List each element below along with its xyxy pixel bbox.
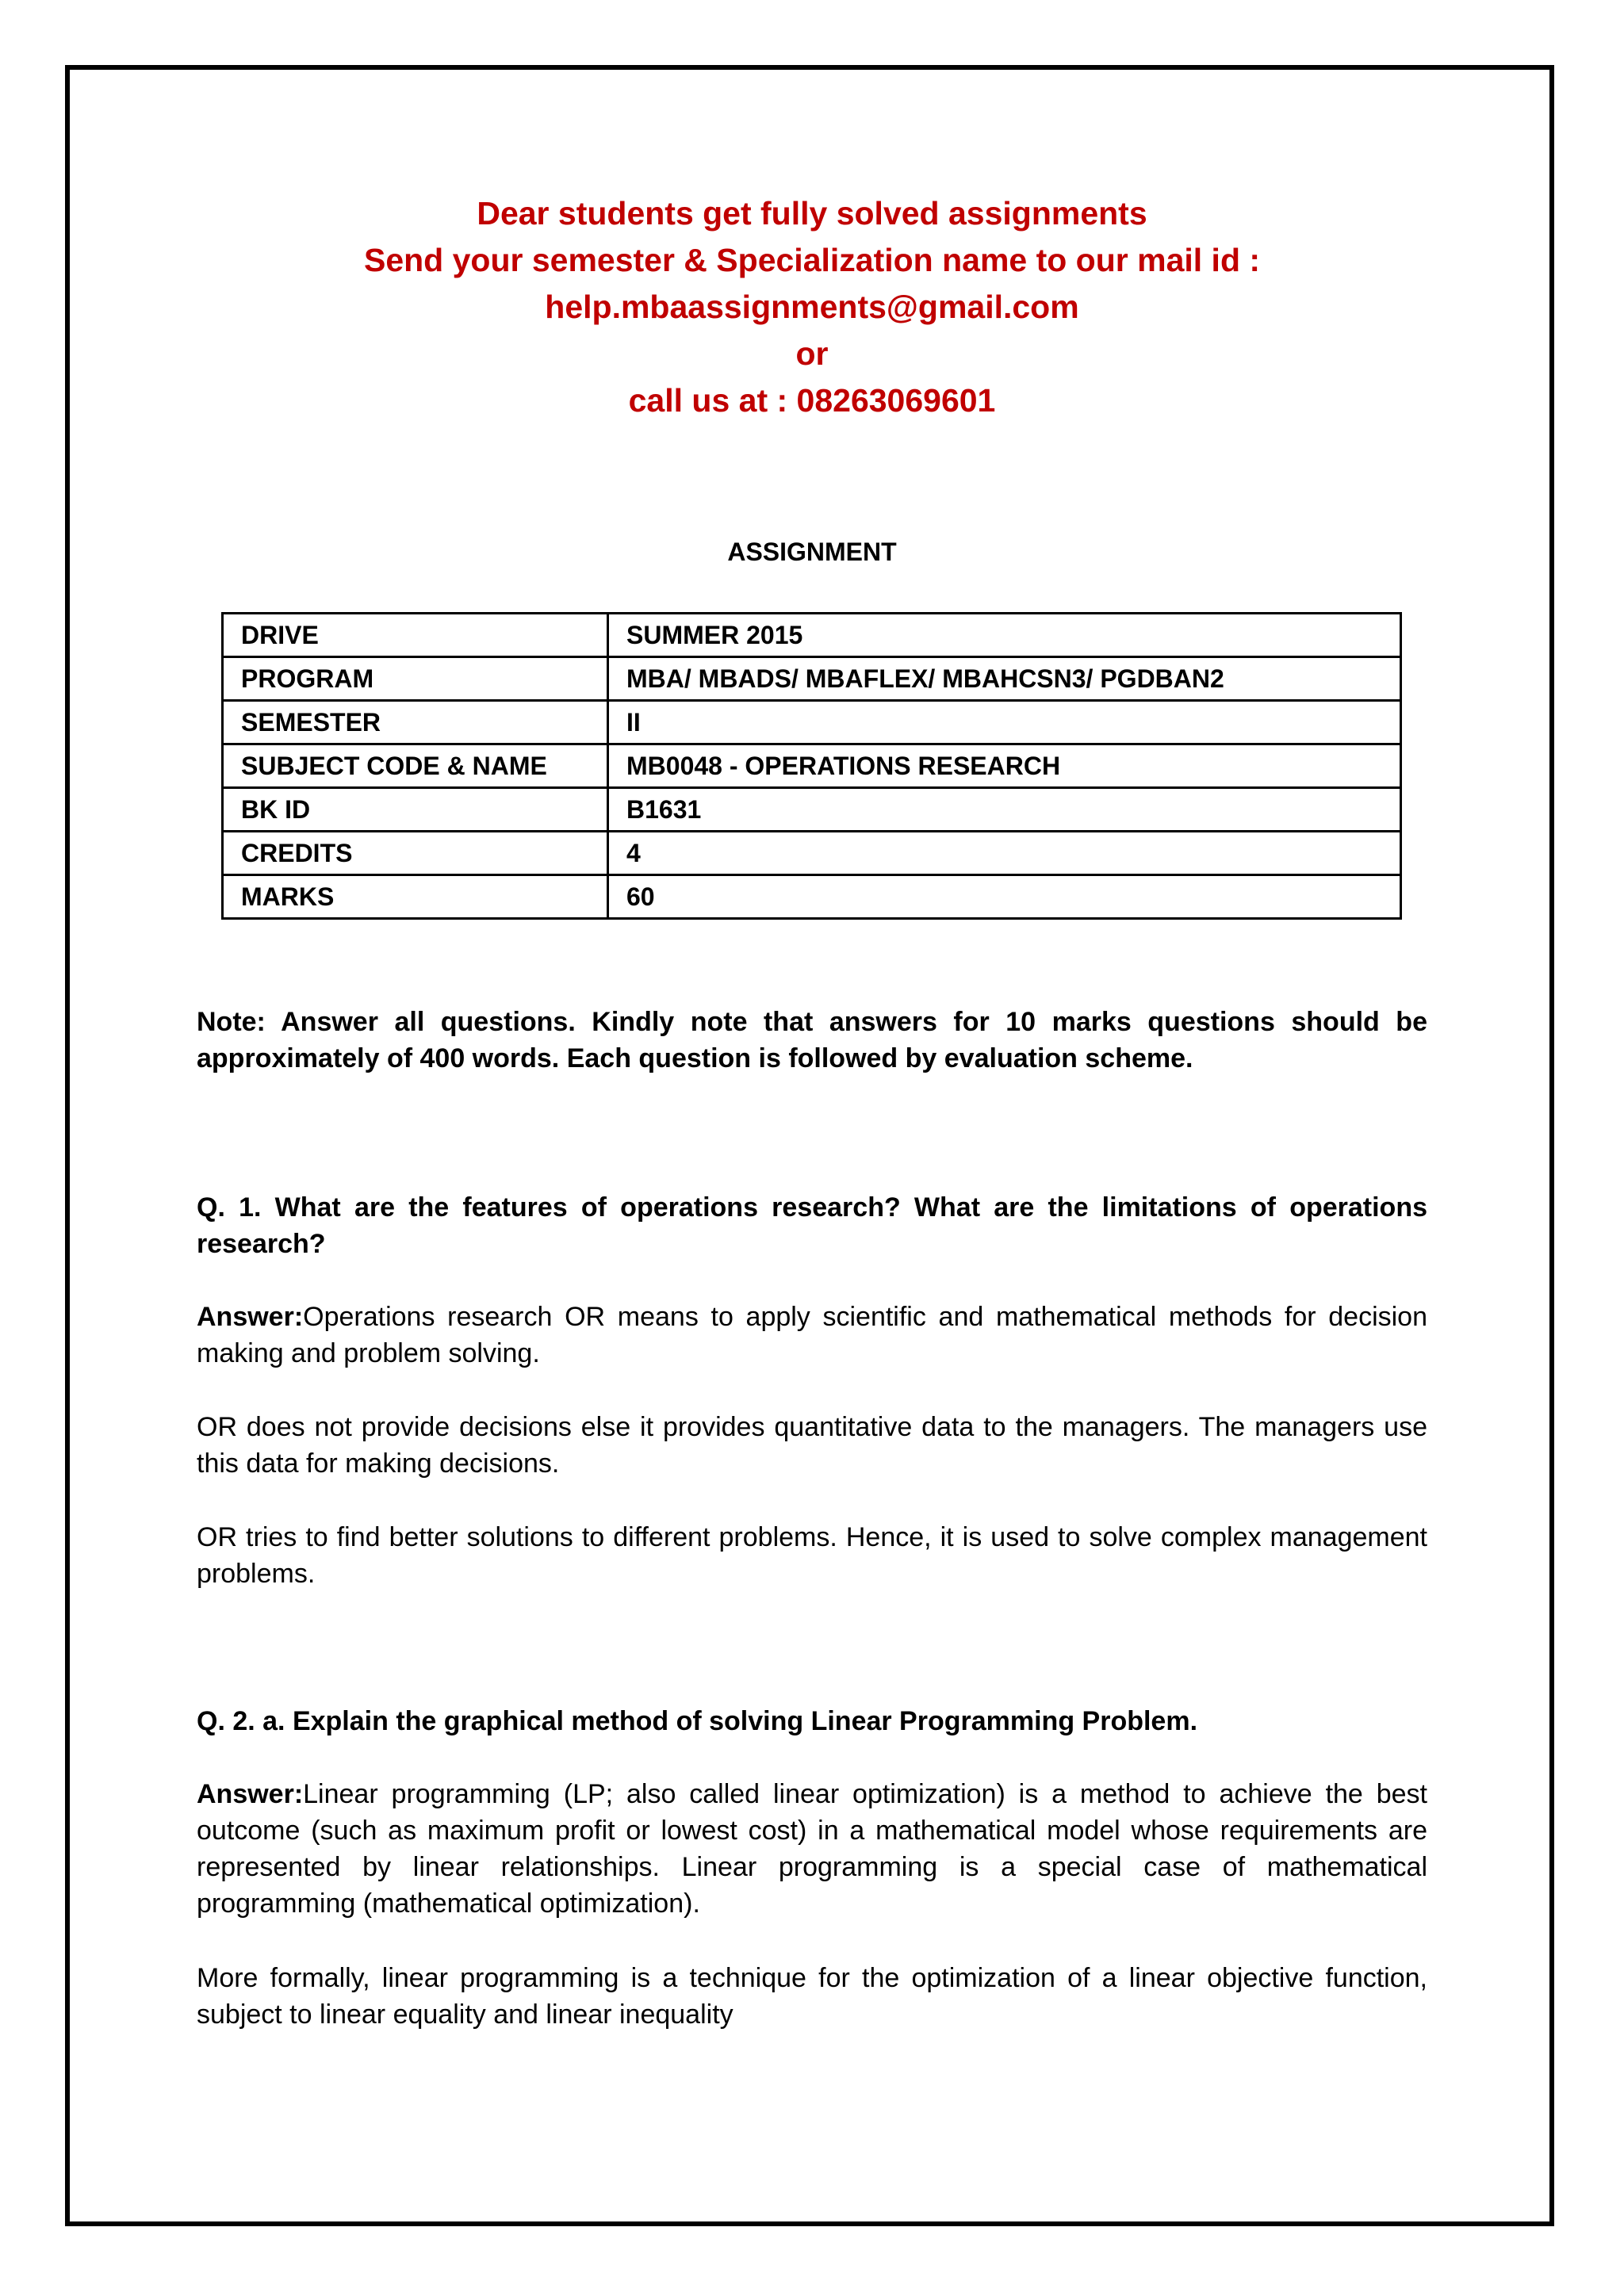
note-paragraph: Note: Answer all questions. Kindly note that answers for 10 marks questions should be approximately of 400 words. Each question is followed by evaluation scheme. (197, 1007, 1427, 1073)
table-row (223, 832, 1401, 875)
answer-label: Answer: (197, 1779, 304, 1809)
info-label: SEMESTER (223, 701, 608, 744)
table-row (223, 875, 1401, 919)
info-label: SUBJECT CODE & NAME (223, 744, 608, 788)
table-row (223, 701, 1401, 744)
answer-text: Operations research OR means to apply scientific and mathematical methods for decision making and problem solving. (197, 1302, 1427, 1368)
info-value: MBA/ MBADS/ MBAFLEX/ MBAHCSN3/ PGDBAN2 (608, 657, 1401, 701)
assignment-heading: ASSIGNMENT (727, 538, 897, 566)
question-2a: Q. 2. a. Explain the graphical method of solving Linear Programming Problem. (197, 1706, 1198, 1736)
info-label: PROGRAM (223, 657, 608, 701)
assignment-info-table (221, 612, 1402, 920)
info-value: SUMMER 2015 (608, 614, 1401, 657)
info-value: MB0048 - OPERATIONS RESEARCH (608, 744, 1401, 788)
q1-answer-paragraph-2: OR does not provide decisions else it provides quantitative data to the managers. The managers use this data for making decisions. (197, 1412, 1427, 1479)
table-row (223, 744, 1401, 788)
info-label: DRIVE (223, 614, 608, 657)
question-1: Q. 1. What are the features of operations research? What are the limitations of operations research? (197, 1192, 1427, 1259)
info-value: 60 (608, 875, 1401, 919)
info-value: B1631 (608, 788, 1401, 832)
answer-label: Answer: (197, 1302, 304, 1332)
q2-answer-paragraph-2: More formally, linear programming is a technique for the optimization of a linear objective function, subject to linear equality and linear inequality (197, 1963, 1427, 2030)
info-value: II (608, 701, 1401, 744)
answer-text: Linear programming (LP; also called linear optimization) is a method to achieve the best outcome (such as maximum profit or lowest cost) in a mathematical model whose requirements are represented by linear relationships. Linear programming is a special case of mathematical programming (mathematical optimization). (197, 1779, 1427, 1919)
table-row (223, 614, 1401, 657)
info-label: BK ID (223, 788, 608, 832)
promo-phone[interactable]: call us at : 08263069601 (628, 382, 996, 419)
info-label: CREDITS (223, 832, 608, 875)
promo-or: or (795, 335, 829, 372)
table-row (223, 657, 1401, 701)
q1-answer-paragraph-3: OR tries to find better solutions to different problems. Hence, it is used to solve complex management problems. (197, 1522, 1427, 1589)
info-label: MARKS (223, 875, 608, 919)
q2-answer-paragraph-1 (197, 1776, 1427, 1922)
q1-answer-paragraph-1 (197, 1299, 1427, 1372)
promo-email[interactable]: help.mbaassignments@gmail.com (545, 289, 1079, 325)
info-value: 4 (608, 832, 1401, 875)
table-row (223, 788, 1401, 832)
promo-banner (0, 190, 1624, 424)
promo-line-1: Dear students get fully solved assignments (477, 195, 1147, 232)
promo-line-2: Send your semester & Specialization name to our mail id : (363, 242, 1261, 278)
